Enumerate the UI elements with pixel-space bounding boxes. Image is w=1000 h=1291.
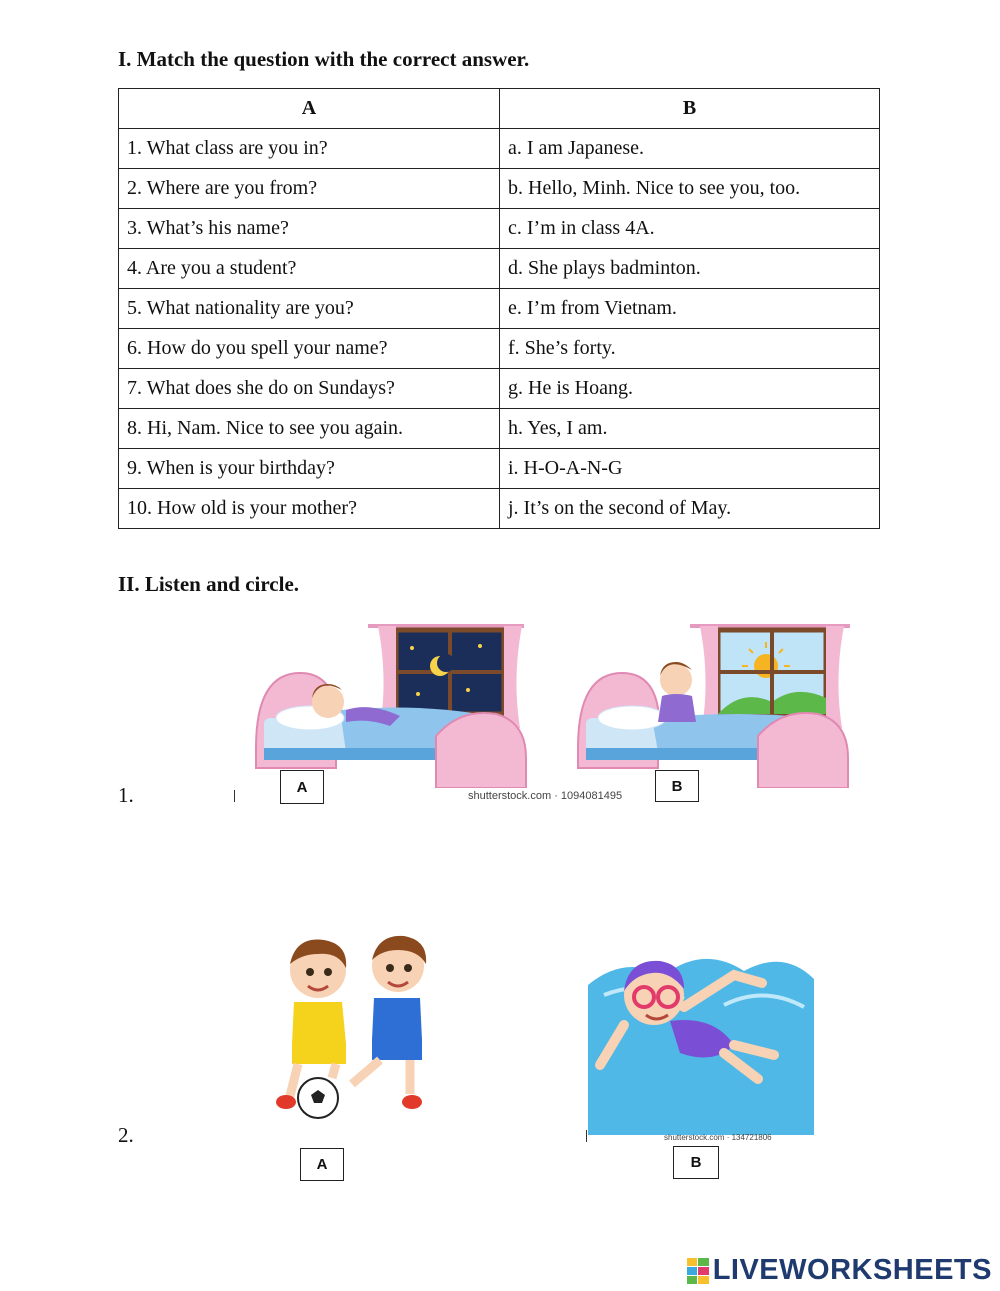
question-cell: 6. How do you spell your name? — [119, 329, 500, 369]
question-cell: 4. Are you a student? — [119, 249, 500, 289]
question-cell: 7. What does she do on Sundays? — [119, 369, 500, 409]
table-row — [119, 249, 880, 289]
answer-cell: h. Yes, I am. — [500, 409, 880, 449]
table-row — [119, 329, 880, 369]
table-row — [119, 289, 880, 329]
image-watermark: shutterstock.com · 1094081495 — [468, 790, 623, 802]
logo-icon — [687, 1258, 709, 1284]
answer-cell: j. It’s on the second of May. — [500, 489, 880, 529]
table-row — [119, 489, 880, 529]
answer-cell: f. She’s forty. — [500, 329, 880, 369]
matching-table — [118, 88, 880, 529]
section-1-title: I. Match the question with the correct answer. — [118, 47, 530, 71]
answer-cell: g. He is Hoang. — [500, 369, 880, 409]
answer-cell: c. I’m in class 4A. — [500, 209, 880, 249]
option-b-box[interactable]: B — [673, 1146, 719, 1179]
question-cell: 3. What’s his name? — [119, 209, 500, 249]
divider-mark — [234, 790, 235, 802]
girl-swimming-image[interactable] — [584, 935, 816, 1135]
section-2-title: II. Listen and circle. — [118, 572, 300, 596]
image-watermark: shutterstock.com · 134721806 — [664, 1133, 772, 1142]
boys-playing-football-image[interactable] — [262, 928, 442, 1124]
table-row — [119, 369, 880, 409]
answer-cell: a. I am Japanese. — [500, 129, 880, 169]
answer-cell: b. Hello, Minh. Nice to see you, too. — [500, 169, 880, 209]
table-row — [119, 129, 880, 169]
table-row — [119, 449, 880, 489]
question-2-number: 2. — [118, 1123, 134, 1147]
column-b-header: B — [500, 89, 880, 129]
question-cell: 1. What class are you in? — [119, 129, 500, 169]
question-cell: 2. Where are you from? — [119, 169, 500, 209]
option-b-box[interactable]: B — [655, 770, 699, 802]
table-row — [119, 169, 880, 209]
table-row — [119, 409, 880, 449]
table-row — [119, 209, 880, 249]
logo-text: LIVEWORKSHEETS — [712, 1254, 992, 1286]
liveworksheets-logo[interactable] — [687, 1254, 992, 1287]
answer-cell: e. I’m from Vietnam. — [500, 289, 880, 329]
girl-sleeping-night-image[interactable] — [250, 618, 532, 788]
question-cell: 10. How old is your mother? — [119, 489, 500, 529]
option-a-box[interactable]: A — [300, 1148, 344, 1181]
answer-cell: i. H-O-A-N-G — [500, 449, 880, 489]
question-1-number: 1. — [118, 783, 134, 807]
question-cell: 9. When is your birthday? — [119, 449, 500, 489]
question-cell: 8. Hi, Nam. Nice to see you again. — [119, 409, 500, 449]
option-a-box[interactable]: A — [280, 770, 324, 804]
answer-cell: d. She plays badminton. — [500, 249, 880, 289]
question-cell: 5. What nationality are you? — [119, 289, 500, 329]
girl-waking-morning-image[interactable] — [572, 618, 854, 788]
column-a-header: A — [119, 89, 500, 129]
